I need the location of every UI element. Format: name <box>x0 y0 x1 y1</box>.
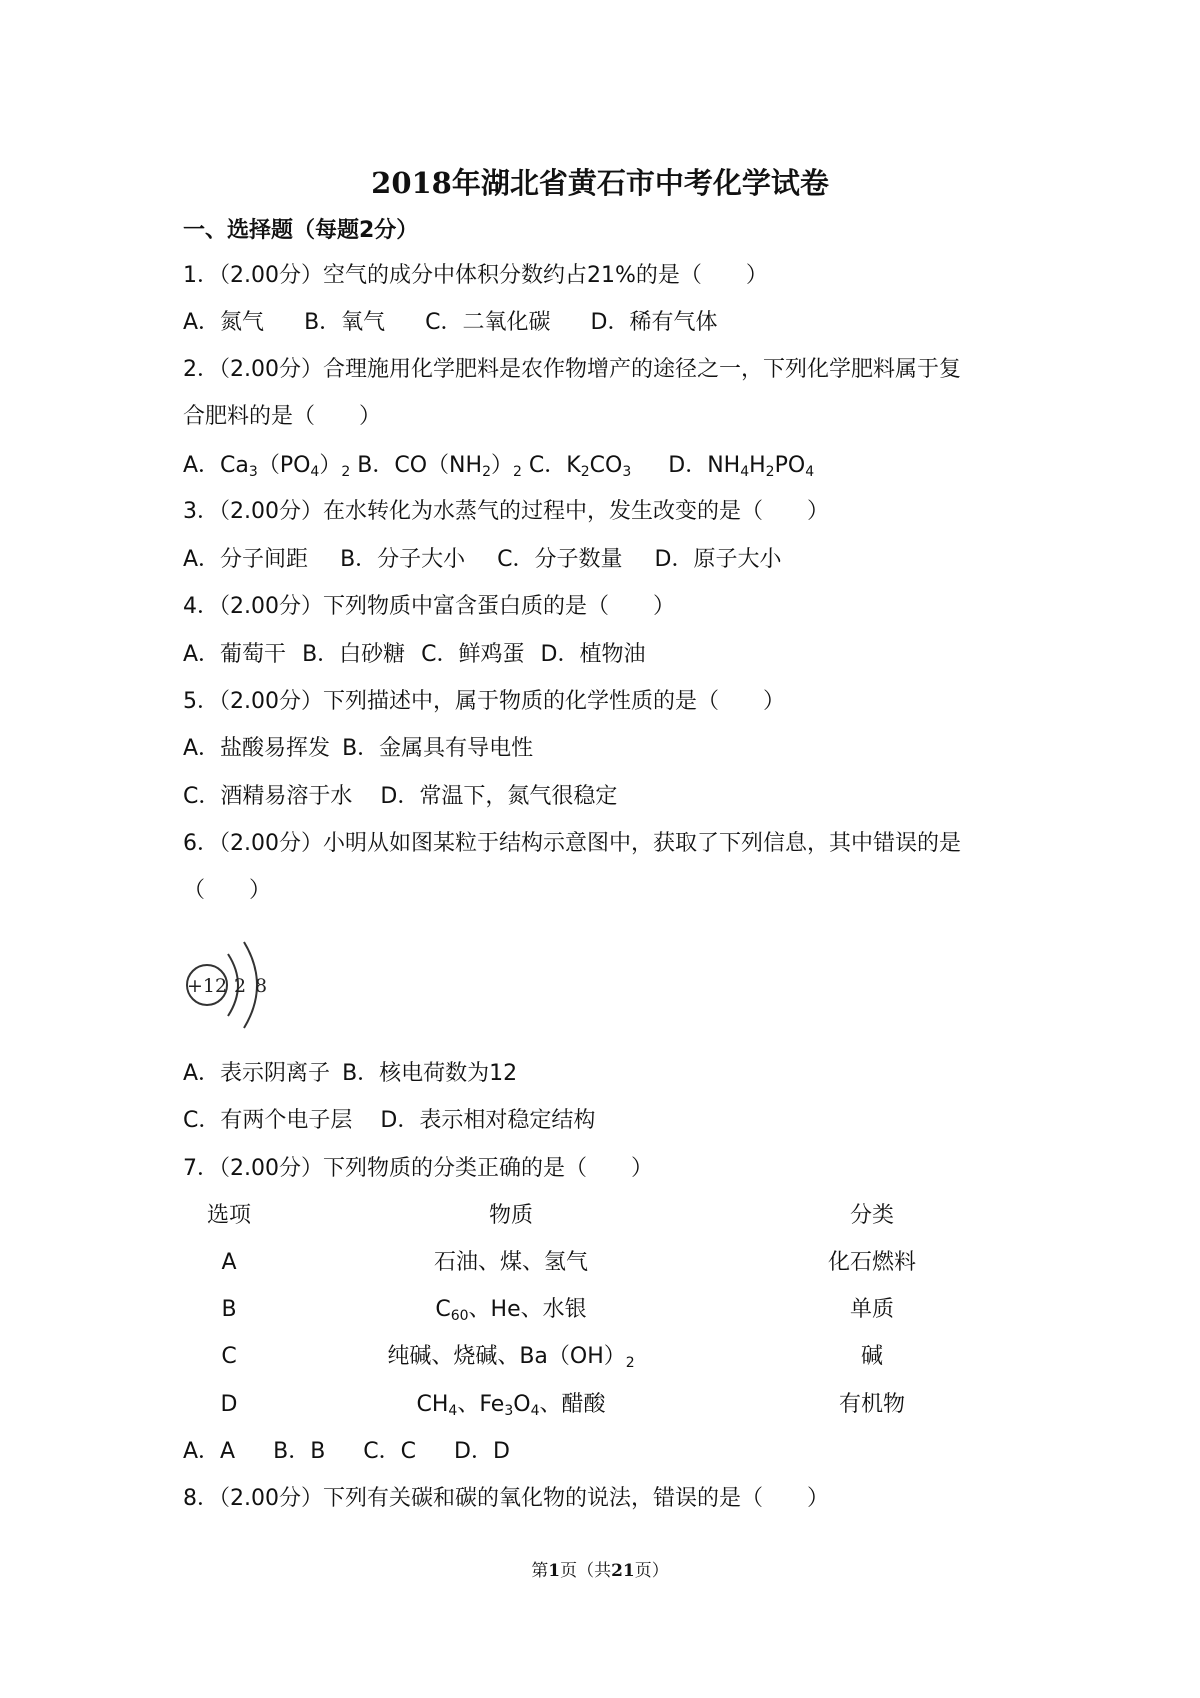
question-1-stem: 1．（2.00分）空气的成分中体积分数约占21%的是（ ） <box>183 263 768 288</box>
question-5-options-row2 <box>183 782 617 812</box>
q2-option-a[interactable]: A．$Ca_3(PO_4)_2$ <box>183 453 351 480</box>
shell-2-electrons: 8 <box>254 975 268 997</box>
question-7-options <box>183 1437 510 1467</box>
table-cell-option: B <box>221 1297 237 1322</box>
q4-option-d[interactable]: D．植物油 <box>540 642 646 667</box>
table-cell-category: 化石燃料 <box>827 1250 917 1275</box>
atomic-structure-diagram <box>178 930 288 1040</box>
nucleus-charge-label: +12 <box>186 975 228 997</box>
footer-middle: 页（共 <box>560 1561 612 1581</box>
q3-option-c[interactable]: C．分子数量 <box>497 547 623 572</box>
q6-option-a[interactable]: A．表示阴离子 <box>183 1061 331 1086</box>
question-5-options-row1 <box>183 734 533 764</box>
footer-suffix: 页） <box>634 1561 669 1581</box>
q7-option-a[interactable]: A．A <box>183 1439 236 1464</box>
table-cell-substance: $C_{60}$、He、水银 <box>435 1297 587 1324</box>
q5-option-d[interactable]: D．常温下，氮气很稳定 <box>380 784 618 809</box>
q4-option-b[interactable]: B．白砂糖 <box>302 642 406 667</box>
page-footer <box>0 1556 1200 1581</box>
footer-total-pages: 21 <box>611 1561 635 1581</box>
q6-option-c[interactable]: C．有两个电子层 <box>183 1108 353 1133</box>
question-6-stem-line1: 6．（2.00分）小明从如图某粒于结构示意图中，获取了下列信息，其中错误的是 <box>183 831 961 856</box>
q5-option-a[interactable]: A．盐酸易挥发 <box>183 736 331 761</box>
q2-option-c[interactable]: C．$K_2CO_3$ <box>528 453 632 480</box>
section-heading: 一、选择题（每题2分） <box>183 218 419 243</box>
q1-option-d[interactable]: D．稀有气体 <box>590 310 718 335</box>
q4-option-c[interactable]: C．鲜鸡蛋 <box>421 642 525 667</box>
q7-option-b[interactable]: B．B <box>273 1439 326 1464</box>
q3-option-a[interactable]: A．分子间距 <box>183 547 309 572</box>
question-4-stem: 4．（2.00分）下列物质中富含蛋白质的是（ ） <box>183 594 675 619</box>
question-1-options <box>183 308 717 338</box>
q1-option-b[interactable]: B．氧气 <box>304 310 386 335</box>
table-cell-category: 单质 <box>849 1297 895 1322</box>
q3-option-d[interactable]: D．原子大小 <box>654 547 782 572</box>
question-6-stem-line2: （ ） <box>183 878 272 903</box>
q5-option-c[interactable]: C．酒精易溶于水 <box>183 784 353 809</box>
question-2-stem-line2: 合肥料的是（ ） <box>183 404 382 429</box>
question-3-stem: 3．（2.00分）在水转化为水蒸气的过程中，发生改变的是（ ） <box>183 499 829 524</box>
q2-option-d[interactable]: D．$NH_4H_2PO_4$ <box>668 453 815 480</box>
question-5-stem: 5．（2.00分）下列描述中，属于物质的化学性质的是（ ） <box>183 689 785 714</box>
table-header-category: 分类 <box>849 1203 895 1228</box>
q1-option-c[interactable]: C．二氧化碳 <box>425 310 551 335</box>
table-cell-substance: 纯碱、烧碱、$Ba(OH)_2$ <box>387 1344 635 1371</box>
footer-page-number: 1 <box>548 1561 561 1581</box>
q4-option-a[interactable]: A．葡萄干 <box>183 642 287 667</box>
question-6-options-row2 <box>183 1106 595 1136</box>
footer-prefix: 第 <box>531 1561 549 1581</box>
question-2-stem-line1: 2．（2.00分）合理施用化学肥料是农作物增产的途径之一，下列化学肥料属于复 <box>183 357 961 382</box>
q6-option-b[interactable]: B．核电荷数为12 <box>342 1061 518 1086</box>
table-cell-category: 碱 <box>860 1344 884 1369</box>
q1-option-a[interactable]: A．氮气 <box>183 310 265 335</box>
question-3-options <box>183 545 781 575</box>
q2-option-b[interactable]: B．$CO(NH_2)_2$ <box>357 453 522 480</box>
q7-option-d[interactable]: D．D <box>454 1439 510 1464</box>
table-cell-substance: $CH_4$、$Fe_3O_4$、醋酸 <box>416 1392 606 1419</box>
question-4-options <box>183 640 645 670</box>
q7-option-c[interactable]: C．C <box>363 1439 417 1464</box>
question-6-options-row1 <box>183 1059 517 1089</box>
table-cell-category: 有机物 <box>838 1392 906 1417</box>
table-header-substance: 物质 <box>488 1203 534 1228</box>
table-cell-option: D <box>220 1392 238 1417</box>
q3-option-b[interactable]: B．分子大小 <box>340 547 466 572</box>
shell-1-electrons: 2 <box>233 975 247 997</box>
question-2-options <box>183 451 814 481</box>
question-8-stem: 8．（2.00分）下列有关碳和碳的氧化物的说法，错误的是（ ） <box>183 1486 829 1511</box>
table-cell-option: C <box>221 1344 237 1369</box>
q6-option-d[interactable]: D．表示相对稳定结构 <box>380 1108 596 1133</box>
table-cell-option: A <box>221 1250 237 1275</box>
table-cell-substance: 石油、煤、氢气 <box>433 1250 589 1275</box>
question-7-stem: 7．（2.00分）下列物质的分类正确的是（ ） <box>183 1156 653 1181</box>
page-title: 2018年湖北省黄石市中考化学试卷 <box>371 166 829 200</box>
q5-option-b[interactable]: B．金属具有导电性 <box>342 736 534 761</box>
table-header-option: 选项 <box>206 1203 252 1228</box>
